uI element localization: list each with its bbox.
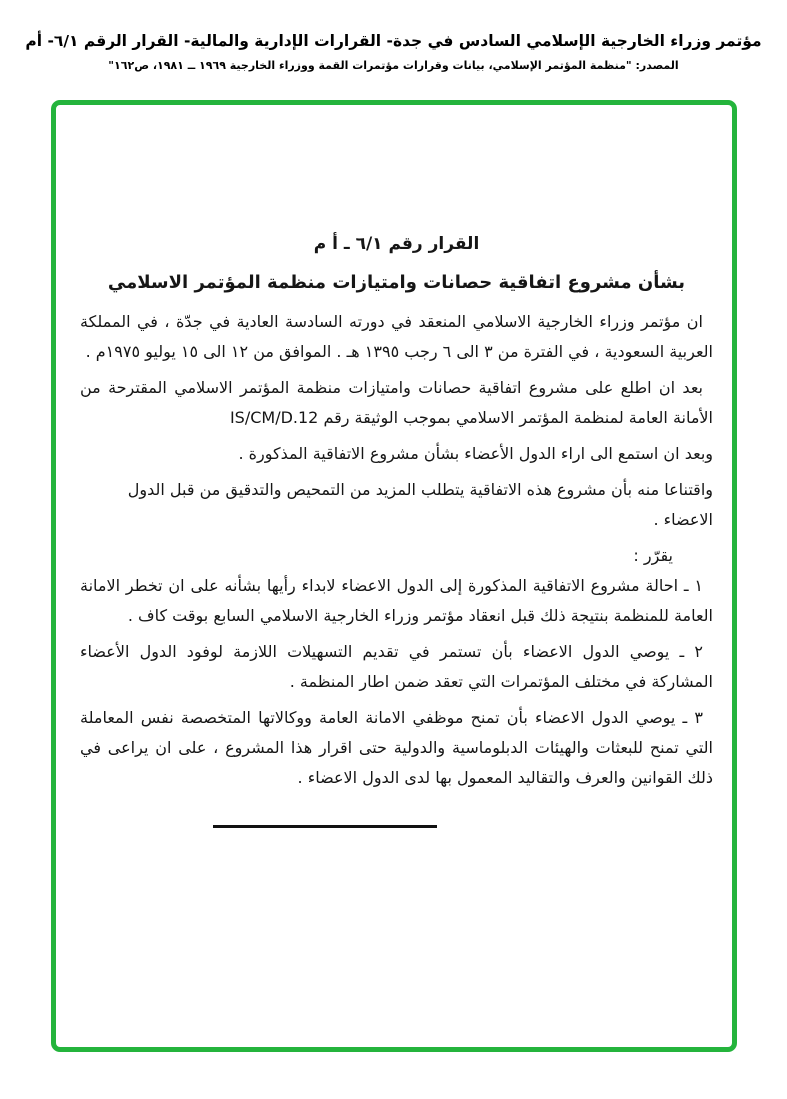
resolution-item-3: ٣ ـ يوصي الدول الاعضاء بأن تمنح موظفي الامانة العامة ووكالاتها المتخصصة نفس المعاملة التي تمنح للبعثات والهيئات الدبلوماسية والدولية حتى اقرار هذا المشروع ، على ان يراعى في ذلك القوانين والعرف والتقاليد المعمول بها لدى الدول الاعضاء . — [80, 708, 713, 787]
end-divider — [213, 825, 437, 828]
resolution-item-1: ١ ـ احالة مشروع الاتفاقية المذكورة إلى الدول الاعضاء لابداء رأيها بشأنه على ان تخطر الامانة العامة للمنظمة بنتيجة ذلك قبل انعقاد مؤتمر وزراء الخارجية الاسلامي السابع بوقت كاف . — [80, 576, 713, 625]
green-highlight-frame — [51, 100, 737, 1052]
citation-title: مؤتمر وزراء الخارجية الإسلامي السادس في جدة- القرارات الإدارية والمالية- القرار الرقم ٦/١- أم — [25, 32, 762, 50]
decision-label: يقرّر : — [633, 546, 673, 565]
resolution-subject-title: بشأن مشروع اتفاقية حصانات وامتيازات منظمة المؤتمر الاسلامي — [107, 272, 686, 293]
preamble-paragraph-3: وبعد ان استمع الى اراء الدول الأعضاء بشأن مشروع الاتفاقية المذكورة . — [238, 444, 713, 463]
document-scan — [80, 231, 713, 828]
preamble-paragraph-2: بعد ان اطلع على مشروع اتفاقية حصانات وامتيازات منظمة المؤتمر الاسلامي المقترحة من الأمانة العامة لمنظمة المؤتمر الاسلامي بموجب الوثيقة رقم IS/CM/D.12 — [80, 378, 713, 427]
citation-source: المصدر: "منظمة المؤتمر الإسلامي، بيانات وقرارات مؤتمرات القمة ووزراء الخارجية ١٩٦٩ ــ ١٩٨١، ص١٦٢" — [108, 59, 679, 72]
preamble-paragraph-1: ان مؤتمر وزراء الخارجية الاسلامي المنعقد في دورته السادسة العادية في جدّة ، في المملكة العربية السعودية ، في الفترة من ٣ الى ٦ رجب ١٣٩٥ هـ . الموافق من ١٢ الى ١٥ يوليو ١٩٧٥م . — [80, 312, 713, 361]
resolution-number-title: القرار رقم ٦/١ ـ أ م — [313, 234, 480, 254]
resolution-item-2: ٢ ـ يوصي الدول الاعضاء بأن تستمر في تقديم التسهيلات اللازمة لوفود الدول الأعضاء المشاركة في مختلف المؤتمرات التي تعقد ضمن اطار المنظمة . — [80, 642, 713, 691]
citation-header — [0, 30, 787, 74]
preamble-paragraph-4: واقتناعا منه بأن مشروع هذه الاتفاقية يتطلب المزيد من التمحيص والتدقيق من قبل الدول الاعضاء . — [127, 480, 713, 529]
